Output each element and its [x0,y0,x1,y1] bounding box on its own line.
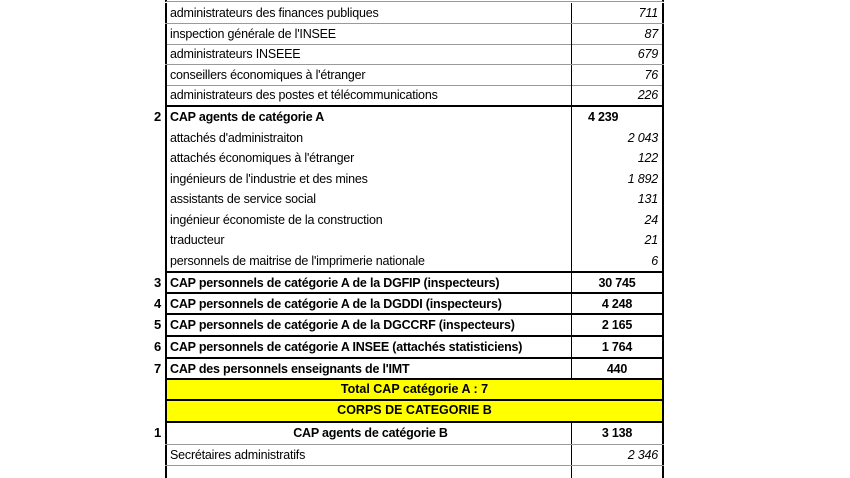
row-number: 6 [154,339,162,354]
cap-label: CAP des personnels enseignants de l'IMT [165,359,571,378]
table-row [165,85,664,107]
group-header-row [154,423,664,445]
table-row [165,65,664,86]
table-row [165,3,664,24]
row-label: ingénieur économiste de la construction [165,210,571,231]
row-value: 122 [571,148,664,169]
group-value: 3 138 [571,423,664,444]
row-label: Secrétaires administratifs [165,445,571,465]
cap-value: 30 745 [571,273,664,292]
cap-label: CAP personnels de catégorie A de la DGDDI (inspecteurs) [165,294,571,313]
table-row [165,230,664,251]
group-label: CAP agents de catégorie A [165,107,571,128]
cap-value: 440 [571,359,664,378]
row-label: administrateurs des postes et télécommunications [165,85,571,105]
cap-row [154,294,664,315]
total-category-a-banner: Total CAP catégorie A : 7 [165,380,664,401]
row-value: 2 043 [571,128,664,149]
row-number: 5 [154,317,162,332]
row-label: attachés d'administraiton [165,128,571,149]
row-number: 2 [154,109,162,124]
cap-label: CAP personnels de catégorie A de la DGCCRF (inspecteurs) [165,315,571,335]
row-label: inspection générale de l'INSEE [165,24,571,44]
row-label: traducteur [165,230,571,251]
corps-category-b-banner: CORPS DE CATEGORIE B [165,401,664,423]
table-row [165,44,664,65]
row-label: personnels de maitrise de l'imprimerie nationale [165,251,571,271]
group-header-row [154,107,664,128]
row-label: conseillers économiques à l'étranger [165,65,571,85]
row-label: administrateurs des finances publiques [165,3,571,23]
row-value: 131 [571,189,664,210]
row-number: 1 [154,425,162,440]
table-row [165,169,664,190]
cap-value: 2 165 [571,315,664,335]
row-value: 226 [571,85,664,105]
row-value: 1 892 [571,169,664,190]
row-number: 4 [154,296,162,311]
table-row [165,189,664,210]
row-label: assistants de service social [165,189,571,210]
row-value: 679 [571,44,664,64]
row-value: 87 [571,24,664,44]
row-value: 21 [571,230,664,251]
cap-label: CAP personnels de catégorie A INSEE (attachés statisticiens) [165,337,571,357]
table-top-edge [165,0,664,2]
row-value: 76 [571,65,664,85]
row-label [165,466,571,478]
table-row [165,210,664,231]
row-label: attachés économiques à l'étranger [165,148,571,169]
row-value: 6 [571,251,664,271]
cap-row [154,273,664,294]
cap-row [154,359,664,380]
table-row-partial [165,466,664,478]
cap-label: CAP personnels de catégorie A de la DGFIP (inspecteurs) [165,273,571,292]
row-value: 711 [571,3,664,23]
row-label: ingénieurs de l'industrie et des mines [165,169,571,190]
row-value [571,466,664,478]
cap-value: 1 764 [571,337,664,357]
table-row [165,445,664,466]
row-number: 3 [154,275,162,290]
cap-row [154,337,664,359]
table-row [165,24,664,45]
table-row [165,251,664,273]
group-label: CAP agents de catégorie B [165,423,571,444]
row-label: administrateurs INSEEE [165,44,571,64]
table-row [165,148,664,169]
row-value: 24 [571,210,664,231]
cap-row [154,315,664,337]
group-value: 4 239 [571,107,664,128]
row-value: 2 346 [571,445,664,465]
cap-value: 4 248 [571,294,664,313]
table-row [165,128,664,149]
row-number: 7 [154,361,162,376]
